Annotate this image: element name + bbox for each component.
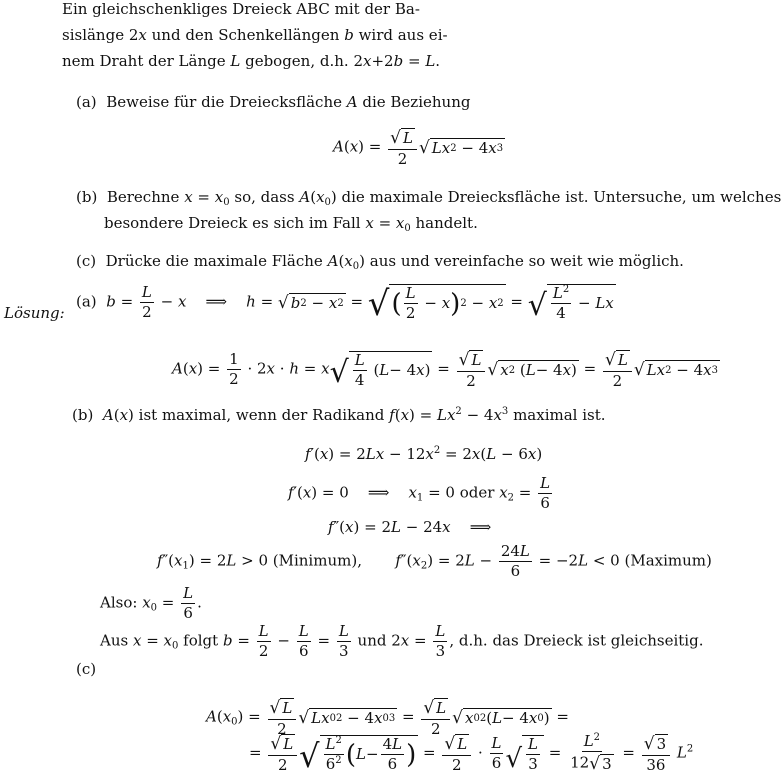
intro-paragraph bbox=[62, 0, 448, 74]
solution-a-label: (a) bbox=[76, 292, 97, 311]
task-b-label: (b) bbox=[76, 188, 98, 206]
solution-c-line-1: $A(x_0)$ = √ L 2 √ Lx 0 2 − 4 x 0 3 = √ L 2 √ x 0 2 ( L − 4 x 0 ) = bbox=[206, 698, 569, 739]
task-c: (c) Drücke die maximale Fläche $A(x_0)$ aus und vereinfache so weit wie möglich. bbox=[76, 252, 684, 272]
also-line: Also: $x_0$ = $\frac{L}{6}$ . bbox=[100, 584, 202, 622]
solution-b-line-1: (b) A(x) ist maximal, wenn der Radikand $f(x) = Lx^2 - 4x^3$ maximal ist. bbox=[72, 406, 606, 424]
solution-c-label: (c) bbox=[76, 660, 97, 678]
intro-line-3: nem Draht der Länge L gebogen, d.h. 2x+2b = L. bbox=[62, 52, 441, 70]
solution-c-line-2: = √ L 2 √ $\frac{L^2}{6^2}$ ( L − $\frac{4L}{6}$ ) = √ L 2 · $\frac{L}{6}$ √ $\frac{L}{3}$ = $L^2$ 12 √ 3 = √ 3 36 $L^2$ bbox=[249, 732, 694, 776]
task-a-label: (a) bbox=[76, 93, 97, 111]
task-b: (b) Berechne $x = x_0$ so, dass $A(x_0)$ die maximale Dreiecksfläche ist. Untersuche, um welches besondere Dreieck es sich im Fall $x = x_0$ handelt. bbox=[76, 188, 781, 234]
solution-a-line-2: A(x) = $\frac{1}{2}$ · 2x · h = x √ $\frac{L}{4}$ ( L − 4 x ) = √ L 2 √ x 2 ( L − 4 x ) = √ L 2 √ Lx 2 − 4 x 3 bbox=[172, 350, 718, 391]
task-a: (a) Beweise für die Dreiecksfläche A die Beziehung bbox=[76, 93, 471, 111]
task-a-formula: A(x) = √ L 2 √ Lx 2 − 4 x 3 bbox=[333, 128, 504, 169]
solution-a-line-1: (a) b = $\frac{L}{2}$ − x ⟹ h = √ b 2 − x 2 = √ ( $\frac{L}{2}$ − x ) 2 − x 2 = √ $\frac{L^2}{4}$ − Lx bbox=[76, 283, 614, 324]
intro-line-1: Ein gleichschenkliges Dreieck ABC mit der Ba- bbox=[62, 0, 420, 18]
solution-b-label: (b) bbox=[72, 406, 94, 424]
task-c-label: (c) bbox=[76, 252, 97, 270]
intro-line-2: sislänge 2x und den Schenkellängen b wird aus ei- bbox=[62, 26, 448, 44]
derivative-2: f″(x) = 2L − 24x ⟹ bbox=[328, 518, 492, 536]
derivative-1: $f'(x) = 2Lx - 12x^2 = 2x(L - 6x)$ bbox=[305, 445, 543, 463]
solution-label: Lösung: bbox=[4, 304, 65, 322]
conclusion-line: Aus $x = x_0$ folgt b = $\frac{L}{2}$ − $\frac{L}{6}$ = $\frac{L}{3}$ und 2x = $\frac{L}{3}$ , d.h. das Dreieck ist gleichseitig. bbox=[100, 622, 704, 660]
second-derivative-test: $f''(x_1) = 2L > 0$ (Minimum), $f''(x_2) = 2L$ − $\frac{24L}{6}$ = −2L < 0 (Maximum) bbox=[157, 542, 712, 580]
roots-line: f′(x) = 0 ⟹ $x_1 = 0$ oder $x_2$ = $\frac{L}{6}$ bbox=[288, 474, 551, 512]
